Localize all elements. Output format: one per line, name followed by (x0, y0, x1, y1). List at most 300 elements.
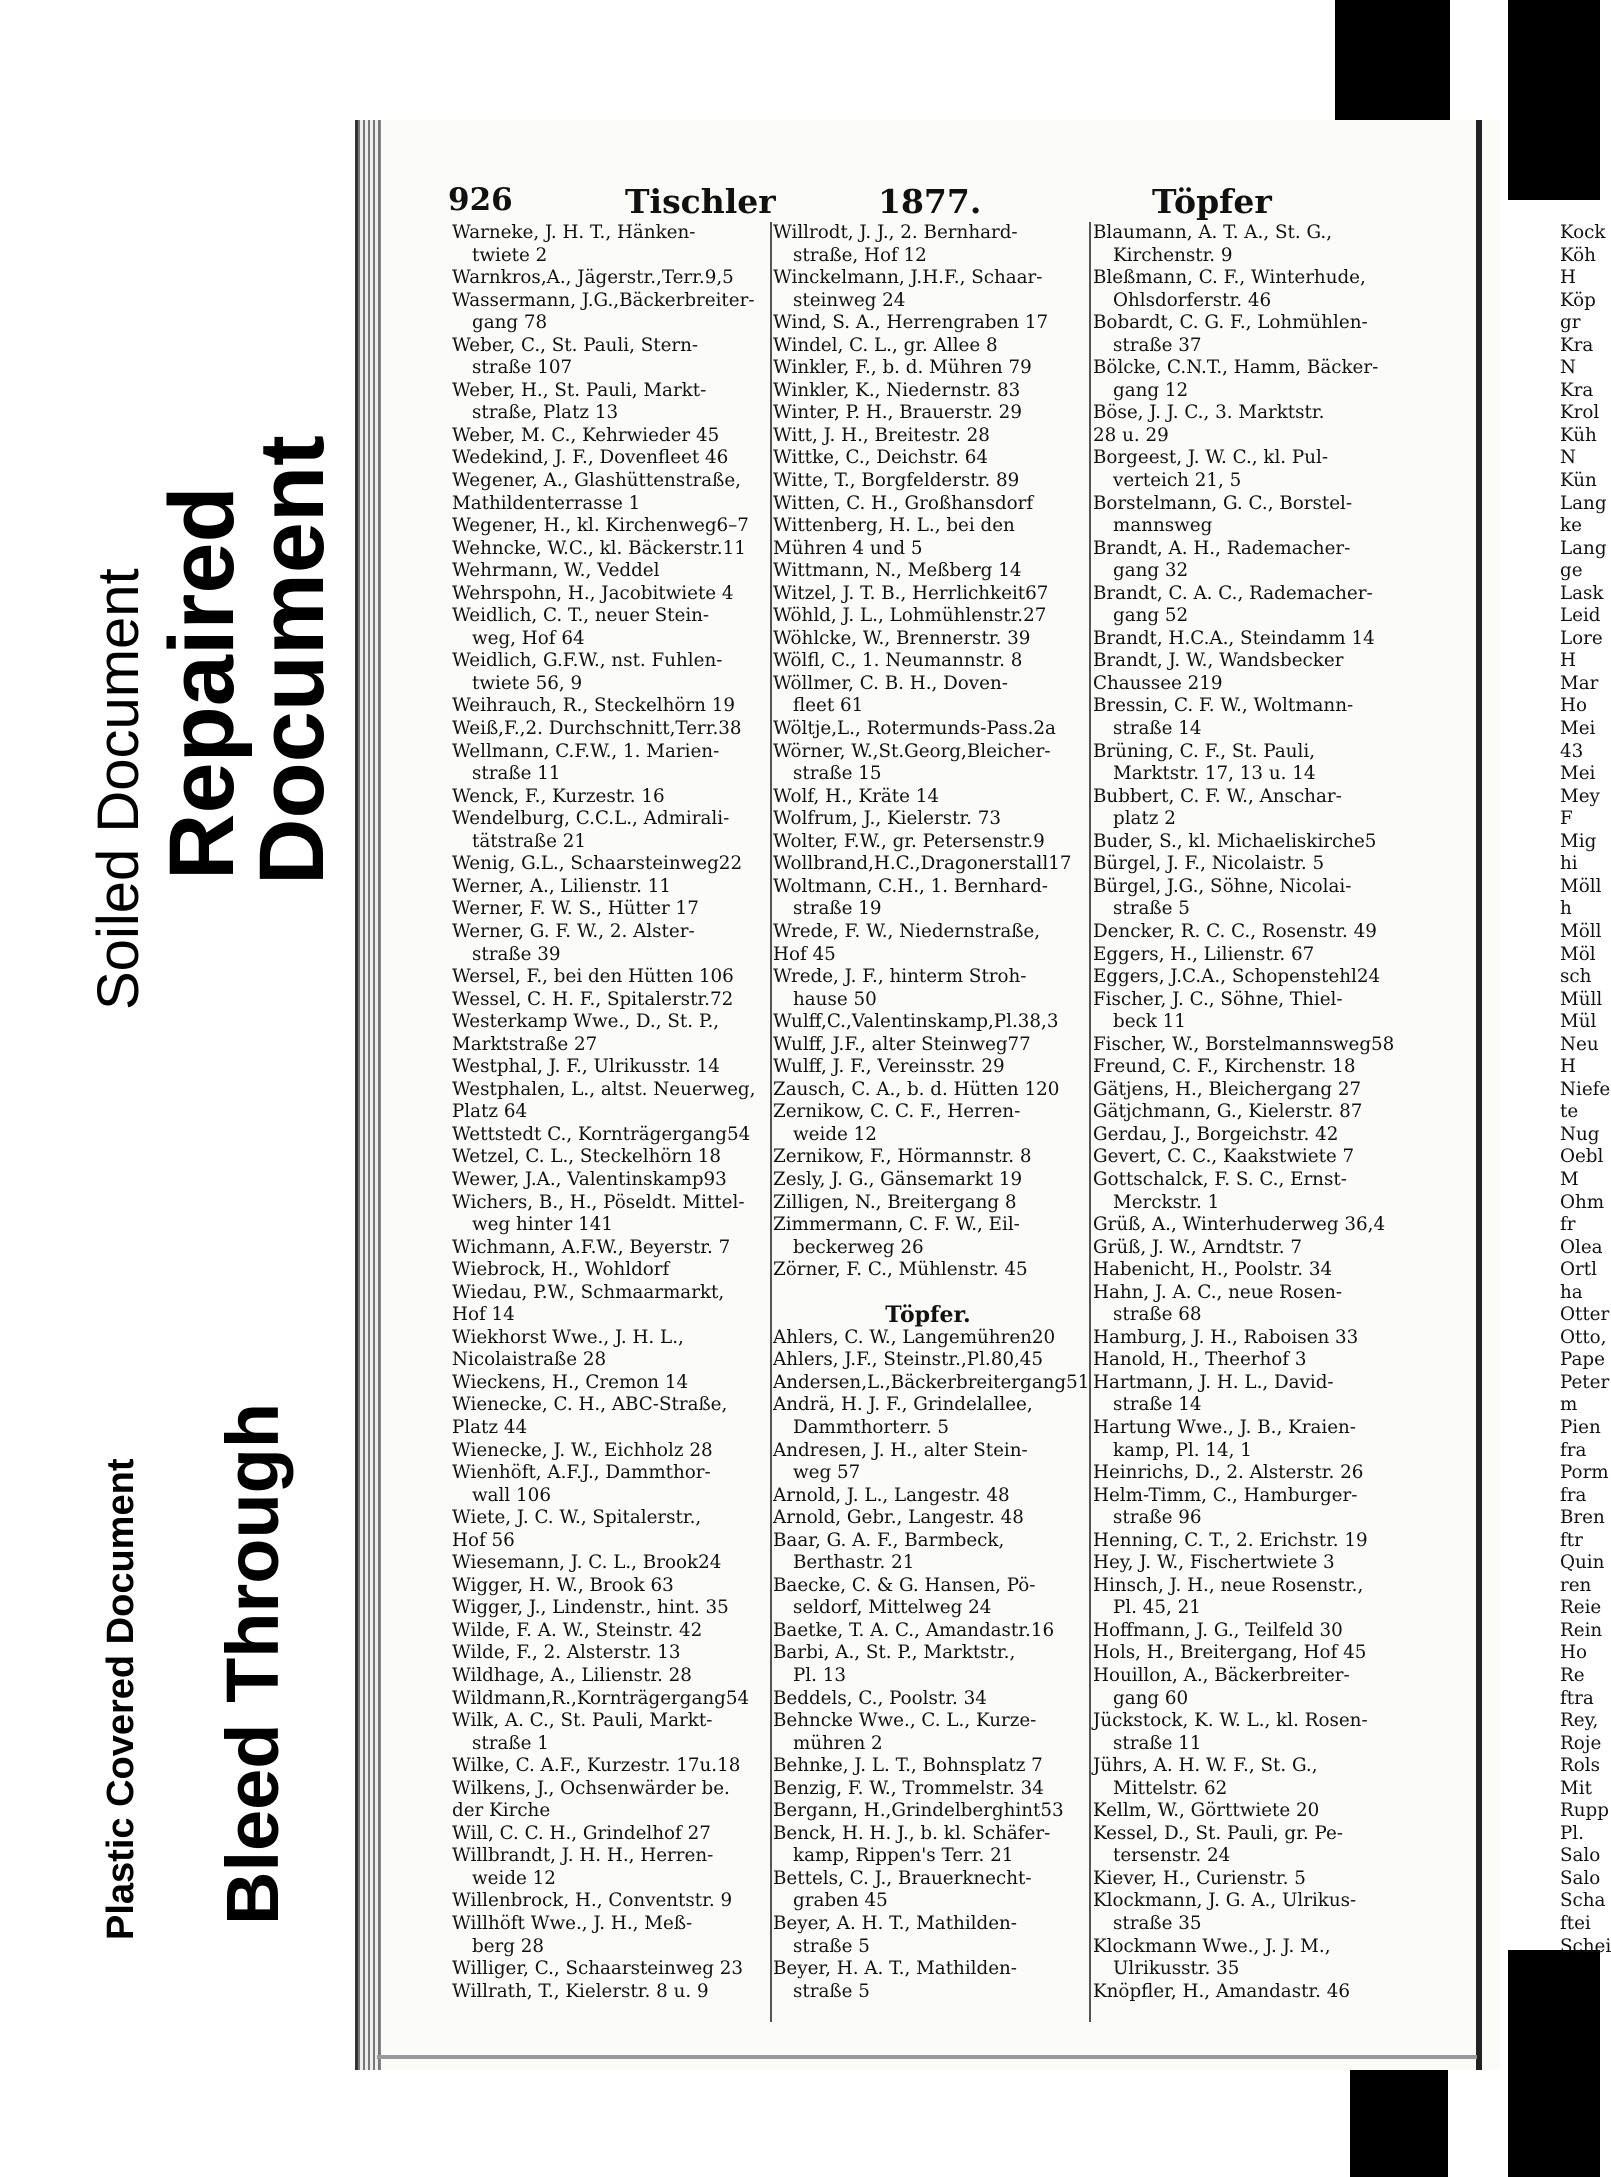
directory-line: hi (1560, 853, 1578, 875)
column-divider-1 (770, 222, 772, 2022)
directory-line: N (1560, 447, 1576, 469)
directory-line: Porm (1560, 1462, 1609, 1484)
directory-line: straße 14 (1113, 1394, 1202, 1416)
directory-line: Wöhld, J. L., Lohmühlenstr.27 (773, 605, 1047, 627)
directory-line: Behnke, J. L. T., Bohnsplatz 7 (773, 1755, 1043, 1777)
directory-line: Krol (1560, 402, 1600, 424)
directory-line: Lore (1560, 627, 1603, 649)
directory-line: Merckstr. 1 (1113, 1191, 1220, 1213)
directory-line: Wolf, H., Kräte 14 (773, 785, 940, 807)
directory-line: Mühren 4 und 5 (773, 537, 923, 559)
directory-line: Klockmann, J. G. A., Ulrikus- (1093, 1890, 1357, 1912)
directory-line: Bölcke, C.N.T., Hamm, Bäcker- (1093, 357, 1379, 379)
directory-line: gang 60 (1113, 1687, 1189, 1709)
directory-line: fleet 61 (793, 695, 864, 717)
directory-line: Barbi, A., St. P., Marktstr., (773, 1642, 1016, 1664)
directory-line: Kock (1560, 222, 1606, 243)
directory-line: beck 11 (1113, 1011, 1186, 1033)
directory-line: ftra (1560, 1687, 1594, 1709)
directory-line: Zesly, J. G., Gänsemarkt 19 (773, 1168, 1023, 1190)
directory-line: Wieckens, H., Cremon 14 (452, 1371, 689, 1393)
directory-line: Werner, A., Lilienstr. 11 (452, 875, 672, 897)
directory-line: Olea (1560, 1236, 1603, 1258)
directory-line: Weiß,F.,2. Durchschnitt,Terr.38 (452, 718, 742, 740)
directory-line: Lang (1560, 492, 1607, 514)
scan-border-top-left (1335, 0, 1450, 120)
directory-line: Niefe (1560, 1078, 1611, 1100)
directory-line: weg hinter 141 (472, 1214, 613, 1236)
directory-line: Zörner, F. C., Mühlenstr. 45 (773, 1259, 1028, 1281)
directory-line: Beyer, A. H. T., Mathilden- (773, 1913, 1017, 1935)
directory-line: Gätjchmann, G., Kielerstr. 87 (1093, 1101, 1363, 1123)
directory-line: Witten, C. H., Großhansdorf (773, 492, 1034, 514)
directory-line: straße 15 (793, 763, 882, 785)
directory-line: ftr (1560, 1529, 1583, 1551)
directory-line: Bobardt, C. G. F., Lohmühlen- (1093, 312, 1368, 334)
directory-line: Ahlers, C. W., Langemühren20 (773, 1326, 1056, 1348)
directory-line: Andresen, J. H., alter Stein- (773, 1439, 1028, 1461)
directory-line: Chaussee 219 (1093, 672, 1223, 694)
directory-line: Hoffmann, J. G., Teilfeld 30 (1093, 1619, 1343, 1641)
directory-line: Westphalen, L., altst. Neuerweg, (452, 1078, 756, 1100)
directory-line: weide 12 (793, 1123, 877, 1145)
directory-line: Brandt, H.C.A., Steindamm 14 (1093, 627, 1375, 649)
directory-line: Andersen,L.,Bäckerbreitergang51 (773, 1371, 1090, 1393)
directory-line: Wittke, C., Deichstr. 64 (773, 447, 988, 469)
directory-line: Gevert, C. C., Kaakstwiete 7 (1093, 1146, 1355, 1168)
directory-line: Winter, P. H., Brauerstr. 29 (773, 402, 1022, 424)
directory-line: Leid (1560, 605, 1601, 627)
directory-line: Wetzel, C. L., Steckelhörn 18 (452, 1146, 721, 1168)
directory-line: Mei (1560, 718, 1596, 740)
directory-line: Köh (1560, 244, 1596, 266)
directory-line: gang 32 (1113, 560, 1189, 582)
directory-line: Bren (1560, 1507, 1605, 1529)
directory-line: Hof 56 (452, 1529, 515, 1551)
directory-line: graben 45 (793, 1890, 888, 1912)
directory-line: Quin (1560, 1552, 1605, 1574)
directory-line: Nug (1560, 1123, 1600, 1145)
directory-line: berg 28 (472, 1935, 545, 1957)
directory-line: Wiekhorst Wwe., J. H. L., (452, 1326, 684, 1348)
directory-line: Wind, S. A., Herrengraben 17 (773, 312, 1049, 334)
directory-line: Wilke, C. A.F., Kurzestr. 17u.18 (452, 1755, 741, 1777)
directory-line: Salo (1560, 1867, 1601, 1889)
directory-line: Klockmann Wwe., J. J. M., (1093, 1935, 1331, 1957)
directory-line: M (1560, 1168, 1579, 1190)
directory-line: Wrede, F. W., Niedernstraße, (773, 920, 1041, 942)
directory-line: Zernikow, F., Hörmannstr. 8 (773, 1146, 1032, 1168)
directory-line: Wewer, J.A., Valentinskamp93 (452, 1168, 727, 1190)
directory-line: Mei (1560, 763, 1596, 785)
directory-line: Möll (1560, 875, 1602, 897)
directory-line: ge (1560, 560, 1583, 582)
directory-line: straße 37 (1113, 334, 1202, 356)
directory-line: Kirchenstr. 9 (1113, 244, 1233, 266)
directory-line: Wilde, F., 2. Alsterstr. 13 (452, 1642, 681, 1664)
directory-line: Hof 45 (773, 943, 836, 965)
directory-line: Wienecke, J. W., Eichholz 28 (452, 1439, 713, 1461)
directory-line: straße 5 (793, 1980, 870, 2002)
directory-column-2 (773, 222, 1090, 2003)
directory-line (773, 1282, 1083, 1305)
directory-line: Bressin, C. F. W., Woltmann- (1093, 695, 1354, 717)
directory-line: Hanold, H., Theerhof 3 (1093, 1349, 1307, 1371)
directory-line: straße 11 (472, 763, 561, 785)
directory-line: Andrä, H. J. F., Grindelallee, (773, 1394, 1033, 1416)
directory-line: Roje (1560, 1732, 1602, 1754)
directory-line: Marktstraße 27 (452, 1033, 598, 1055)
directory-line: Mit (1560, 1777, 1592, 1799)
directory-line: Wedekind, J. F., Dovenfleet 46 (452, 447, 729, 469)
directory-line: straße, Platz 13 (472, 402, 619, 424)
directory-line: Zilligen, N., Breitergang 8 (773, 1191, 1017, 1213)
directory-line: Eggers, H., Lilienstr. 67 (1093, 943, 1315, 965)
directory-line: mannsweg (1113, 515, 1213, 537)
directory-line: Wildhage, A., Lilienstr. 28 (452, 1665, 692, 1686)
directory-line: Weber, H., St. Pauli, Markt- (452, 379, 707, 401)
directory-line: Wendelburg, C.C.L., Admirali- (452, 808, 730, 830)
directory-line: Schei (1560, 1935, 1611, 1957)
directory-line: straße 1 (472, 1732, 549, 1754)
directory-line: fr (1560, 1214, 1576, 1236)
directory-line: Ulrikusstr. 35 (1113, 1958, 1240, 1980)
page-edge (355, 120, 381, 2070)
directory-line: Hamburg, J. H., Raboisen 33 (1093, 1326, 1359, 1348)
directory-line: ke (1560, 515, 1582, 537)
directory-line: Scha (1560, 1890, 1606, 1912)
header-right-title: Töpfer (1152, 182, 1272, 221)
directory-line: tersenstr. 24 (1113, 1845, 1231, 1867)
directory-line: straße 14 (1113, 718, 1202, 740)
directory-line: Wilk, A. C., St. Pauli, Markt- (452, 1710, 713, 1732)
directory-line: Brandt, C. A. C., Rademacher- (1093, 582, 1373, 604)
directory-line: Habenicht, H., Poolstr. 34 (1093, 1259, 1333, 1281)
header-left-title: Tischler (625, 182, 776, 221)
directory-line: Kessel, D., St. Pauli, gr. Pe- (1093, 1822, 1343, 1844)
directory-line: Mey (1560, 785, 1600, 807)
directory-line: Wöllmer, C. B. H., Doven- (773, 672, 1008, 694)
directory-line: tätstraße 21 (472, 830, 587, 852)
directory-line: Möll (1560, 920, 1602, 942)
directory-line: H (1560, 267, 1576, 289)
directory-line: Bleßmann, C. F., Winterhude, (1093, 267, 1366, 289)
directory-line: Wulff, J. F., Vereinsstr. 29 (773, 1056, 1005, 1078)
directory-line: straße 5 (793, 1935, 870, 1957)
directory-line: weg, Hof 64 (472, 627, 585, 649)
directory-line: Wehrmann, W., Veddel (452, 560, 660, 582)
directory-line: Kün (1560, 470, 1597, 492)
directory-line: Zernikow, C. C. F., Herren- (773, 1101, 1021, 1123)
directory-line: Wittenberg, H. L., bei den (773, 515, 1015, 537)
directory-line: 43 (1560, 740, 1584, 762)
directory-line: Grüß, A., Winterhuderweg 36,4 (1093, 1214, 1386, 1236)
directory-line: Rey, (1560, 1710, 1599, 1732)
section-heading: Töpfer. (885, 1302, 971, 1329)
directory-line: Wiedau, P.W., Schmaarmarkt, (452, 1281, 725, 1303)
directory-line: straße 107 (472, 357, 573, 379)
directory-line: Wollbrand,H.C.,Dragonerstall17 (773, 853, 1072, 875)
directory-line: Witzel, J. T. B., Herrlichkeit67 (773, 582, 1049, 604)
directory-line: Jührs, A. H. W. F., St. G., (1093, 1755, 1318, 1777)
directory-line: Westerkamp Wwe., D., St. P., (452, 1011, 720, 1033)
page-number: 926 (448, 182, 513, 218)
directory-line: Willrath, T., Kielerstr. 8 u. 9 (452, 1980, 709, 2002)
directory-line: Kra (1560, 379, 1594, 401)
directory-line: Mittelstr. 62 (1113, 1777, 1228, 1799)
soiled-document-label: Soiled Document (86, 568, 151, 1010)
directory-line: Böse, J. J. C., 3. Marktstr. (1093, 402, 1325, 424)
directory-line: Pl. (1560, 1822, 1584, 1844)
directory-line: 28 u. 29 (1093, 424, 1169, 446)
directory-line: Brüning, C. F., St. Pauli, (1093, 740, 1316, 762)
directory-line: Willbrandt, J. H. H., Herren- (452, 1845, 714, 1867)
directory-line: Kiever, H., Curienstr. 5 (1093, 1867, 1306, 1889)
directory-line: Willrodt, J. J., 2. Bernhard- (773, 222, 1018, 243)
directory-line: Helm-Timm, C., Hamburger- (1093, 1484, 1358, 1506)
directory-line: Knöpfler, H., Amandastr. 46 (1093, 1980, 1351, 2002)
directory-line: Beddels, C., Poolstr. 34 (773, 1687, 987, 1709)
directory-line: Küh (1560, 424, 1597, 446)
directory-line: Weber, M. C., Kehrwieder 45 (452, 424, 720, 446)
directory-line: Zausch, C. A., b. d. Hütten 120 (773, 1078, 1060, 1100)
directory-line: seldorf, Mittelweg 24 (793, 1597, 992, 1619)
scan-border-top-right (1508, 0, 1600, 200)
directory-line: Hartung Wwe., J. B., Kraien- (1093, 1416, 1356, 1438)
directory-line: Neu (1560, 1033, 1599, 1055)
directory-line: H (1560, 1056, 1576, 1078)
directory-line: ftei (1560, 1913, 1591, 1935)
directory-line: straße 39 (472, 943, 561, 965)
directory-line: Jückstock, K. W. L., kl. Rosen- (1093, 1710, 1368, 1732)
document-label: Document (241, 435, 343, 885)
directory-line: Wehrspohn, H., Jacobitwiete 4 (452, 582, 734, 604)
directory-line: Wilde, F. A. W., Steinstr. 42 (452, 1619, 703, 1641)
directory-line: Willhöft Wwe., J. H., Meß- (452, 1913, 693, 1935)
directory-line: Weidlich, C. T., neuer Stein- (452, 605, 710, 627)
directory-line: kamp, Rippen's Terr. 21 (793, 1845, 1014, 1867)
directory-line: Rein (1560, 1619, 1603, 1641)
directory-line: straße 11 (1113, 1732, 1202, 1754)
directory-line: Wilkens, J., Ochsenwärder be. (452, 1777, 730, 1799)
directory-line: straße 5 (1113, 898, 1190, 920)
directory-line: gr (1560, 312, 1581, 334)
directory-line: Weihrauch, R., Steckelhörn 19 (452, 695, 736, 717)
directory-line: N (1560, 357, 1576, 379)
directory-line: Wiebrock, H., Wohldorf (452, 1259, 670, 1281)
directory-line: Buder, S., kl. Michaeliskirche5 (1093, 830, 1377, 852)
directory-line: Wenck, F., Kurzestr. 16 (452, 785, 665, 807)
directory-line: Hols, H., Breitergang, Hof 45 (1093, 1642, 1367, 1664)
directory-line: Bergann, H.,Grindelberghint53 (773, 1800, 1064, 1822)
directory-line: Borgeest, J. W. C., kl. Pul- (1093, 447, 1329, 469)
directory-line: Re (1560, 1665, 1585, 1686)
directory-line: F (1560, 808, 1573, 830)
directory-line: ren (1560, 1574, 1592, 1596)
directory-line: Wittmann, N., Meßberg 14 (773, 560, 1022, 582)
directory-line: Bubbert, C. F. W., Anschar- (1093, 785, 1342, 807)
directory-line: gang 52 (1113, 605, 1189, 627)
directory-line: Baetke, T. A. C., Amandastr.16 (773, 1619, 1055, 1641)
directory-line: Lask (1560, 582, 1604, 604)
directory-line: Wegener, H., kl. Kirchenweg6–7 (452, 515, 749, 537)
directory-line: Hinsch, J. H., neue Rosenstr., (1093, 1574, 1364, 1596)
directory-line: Arnold, Gebr., Langestr. 48 (773, 1507, 1024, 1529)
directory-line: Gätjens, H., Bleichergang 27 (1093, 1078, 1362, 1100)
directory-line: Grüß, J. W., Arndtstr. 7 (1093, 1236, 1302, 1258)
directory-line: Wigger, H. W., Brook 63 (452, 1574, 674, 1596)
directory-line: Ohlsdorferstr. 46 (1113, 289, 1272, 311)
directory-line: Wrede, J. F., hinterm Stroh- (773, 966, 1027, 988)
directory-line: Wiesemann, J. C. L., Brook24 (452, 1552, 722, 1574)
directory-line: Winckelmann, J.H.F., Schaar- (773, 267, 1043, 289)
directory-line: straße 96 (1113, 1507, 1202, 1529)
directory-line: Hey, J. W., Fischertwiete 3 (1093, 1552, 1335, 1574)
directory-line: Otto, (1560, 1326, 1607, 1348)
directory-column-1 (452, 222, 768, 2003)
directory-line: Wulff, J.F., alter Steinweg77 (773, 1033, 1031, 1055)
column-divider-2 (1089, 222, 1091, 2022)
directory-line: Pl. 45, 21 (1113, 1597, 1201, 1619)
directory-line: Windel, C. L., gr. Allee 8 (773, 334, 998, 356)
directory-line: straße 68 (1113, 1304, 1202, 1326)
directory-line: Weber, C., St. Pauli, Stern- (452, 334, 699, 356)
directory-line: Wellmann, C.F.W., 1. Marien- (452, 740, 720, 762)
directory-line: Wehncke, W.C., kl. Bäckerstr.11 (452, 537, 746, 559)
directory-line: Ahlers, J.F., Steinstr.,Pl.80,45 (773, 1349, 1044, 1371)
directory-line: Fischer, J. C., Söhne, Thiel- (1093, 988, 1343, 1010)
directory-line: Benck, H. H. J., b. kl. Schäfer- (773, 1822, 1051, 1844)
directory-line: Wegener, A., Glashüttenstraße, (452, 470, 741, 492)
directory-line: Platz 44 (452, 1416, 528, 1438)
directory-line: Wöltje,L., Rotermunds-Pass.2a (773, 718, 1056, 740)
directory-line: Reie (1560, 1597, 1602, 1619)
directory-line: Wessel, C. H. F., Spitalerstr.72 (452, 988, 734, 1010)
directory-line: Zimmermann, C. F. W., Eil- (773, 1214, 1020, 1236)
page-gutter (1476, 120, 1482, 2070)
directory-line: twiete 56, 9 (472, 672, 583, 694)
directory-line: Behncke Wwe., C. L., Kurze- (773, 1710, 1037, 1732)
directory-line: Gerdau, J., Borgeichstr. 42 (1093, 1123, 1339, 1145)
directory-line: weide 12 (472, 1867, 556, 1889)
directory-line: Will, C. C. H., Grindelhof 27 (452, 1822, 711, 1844)
directory-line: Ohm (1560, 1191, 1605, 1213)
directory-line: Pl. 13 (793, 1665, 847, 1686)
directory-line: verteich 21, 5 (1113, 470, 1242, 492)
directory-line: gang 12 (1113, 379, 1189, 401)
directory-line: Salo (1560, 1845, 1601, 1867)
directory-line: kamp, Pl. 14, 1 (1113, 1439, 1252, 1461)
directory-line: Wiete, J. C. W., Spitalerstr., (452, 1507, 702, 1529)
directory-line: Witt, J. H., Breitestr. 28 (773, 424, 990, 446)
directory-line: Winkler, F., b. d. Mühren 79 (773, 357, 1032, 379)
directory-line: Blaumann, A. T. A., St. G., (1093, 222, 1333, 243)
directory-line: Mül (1560, 1011, 1597, 1033)
directory-line: Gottschalck, F. S. C., Ernst- (1093, 1168, 1347, 1190)
directory-line: Marktstr. 17, 13 u. 14 (1113, 763, 1316, 785)
directory-line: Woltmann, C.H., 1. Bernhard- (773, 875, 1048, 897)
directory-line: Freund, C. F., Kirchenstr. 18 (1093, 1056, 1356, 1078)
directory-line: Wolter, F.W., gr. Petersenstr.9 (773, 830, 1045, 852)
directory-line: Ortl (1560, 1259, 1597, 1281)
directory-line: Heinrichs, D., 2. Alsterstr. 26 (1093, 1462, 1364, 1484)
directory-line: Oebl (1560, 1146, 1604, 1168)
directory-line: Berthastr. 21 (793, 1552, 915, 1574)
directory-line: mühren 2 (793, 1732, 883, 1754)
directory-line: Kellm, W., Görttwiete 20 (1093, 1800, 1320, 1822)
bleed-through-label: Bleed Through (211, 1402, 294, 1925)
directory-line: Kra (1560, 334, 1594, 356)
scan-border-bottom-right (1508, 1950, 1600, 2177)
directory-line: Wöhlcke, W., Brennerstr. 39 (773, 627, 1031, 649)
directory-line: Beyer, H. A. T., Mathilden- (773, 1958, 1017, 1980)
directory-line: Fischer, W., Borstelmannsweg58 (1093, 1033, 1395, 1055)
directory-line: Baar, G. A. F., Barmbeck, (773, 1529, 1005, 1551)
directory-line: der Kirche (452, 1800, 551, 1822)
directory-line: Werner, G. F. W., 2. Alster- (452, 920, 695, 942)
directory-line: te (1560, 1101, 1579, 1123)
directory-line: wall 106 (472, 1484, 551, 1506)
directory-line: ha (1560, 1281, 1583, 1303)
directory-line: Mar (1560, 672, 1599, 694)
directory-line: Brandt, A. H., Rademacher- (1093, 537, 1351, 559)
directory-line: Köp (1560, 289, 1596, 311)
directory-line: straße, Hof 12 (793, 244, 927, 266)
directory-line: Wersel, F., bei den Hütten 106 (452, 966, 734, 988)
directory-line: Bettels, C. J., Brauerknecht- (773, 1867, 1032, 1889)
directory-line: Henning, C. T., 2. Erichstr. 19 (1093, 1529, 1368, 1551)
directory-line: platz 2 (1113, 808, 1176, 830)
directory-line: Ho (1560, 695, 1587, 717)
directory-line: Wichmann, A.F.W., Beyerstr. 7 (452, 1236, 731, 1258)
directory-line: Pien (1560, 1416, 1601, 1438)
directory-line: Wienecke, C. H., ABC-Straße, (452, 1394, 728, 1416)
directory-line: Platz 64 (452, 1101, 528, 1123)
directory-line: Weidlich, G.F.W., nst. Fuhlen- (452, 650, 723, 672)
directory-line: Brandt, J. W., Wandsbecker (1093, 650, 1344, 672)
directory-column-3 (1093, 222, 1393, 2003)
page-bottom-edge (377, 2055, 1477, 2059)
directory-line: hause 50 (793, 988, 877, 1010)
directory-line: Baecke, C. & G. Hansen, Pö- (773, 1574, 1036, 1596)
directory-line: fra (1560, 1484, 1587, 1506)
directory-line: Bürgel, J. F., Nicolaistr. 5 (1093, 853, 1325, 875)
directory-line: Wassermann, J.G.,Bäckerbreiter- (452, 289, 755, 311)
directory-line: Mig (1560, 830, 1597, 852)
directory-line: Williger, C., Schaarsteinweg 23 (452, 1958, 743, 1980)
directory-line: Müll (1560, 988, 1603, 1010)
directory-line: Hartmann, J. H. L., David- (1093, 1371, 1334, 1393)
directory-line: Pape (1560, 1349, 1605, 1371)
directory-line: Houillon, A., Bäckerbreiter- (1093, 1665, 1350, 1686)
directory-line: Borstelmann, G. C., Borstel- (1093, 492, 1353, 514)
directory-line: sch (1560, 966, 1592, 988)
directory-line: Otter (1560, 1304, 1610, 1326)
directory-line: beckerweg 26 (793, 1236, 924, 1258)
directory-line: Wolfrum, J., Kielerstr. 73 (773, 808, 1002, 830)
directory-line: Wulff,C.,Valentinskamp,Pl.38,3 (773, 1011, 1059, 1033)
directory-line: Wörner, W.,St.Georg,Bleicher- (773, 740, 1051, 762)
directory-line: Hof 14 (452, 1304, 515, 1326)
directory-line: straße 19 (793, 898, 882, 920)
directory-line: H (1560, 650, 1576, 672)
directory-line: Rols (1560, 1755, 1600, 1777)
directory-line: Möl (1560, 943, 1596, 965)
directory-line: Arnold, J. L., Langestr. 48 (773, 1484, 1010, 1506)
directory-line: steinweg 24 (793, 289, 906, 311)
directory-line: Wettstedt C., Kornträgergang54 (452, 1123, 751, 1145)
header-year: 1877. (878, 182, 982, 221)
